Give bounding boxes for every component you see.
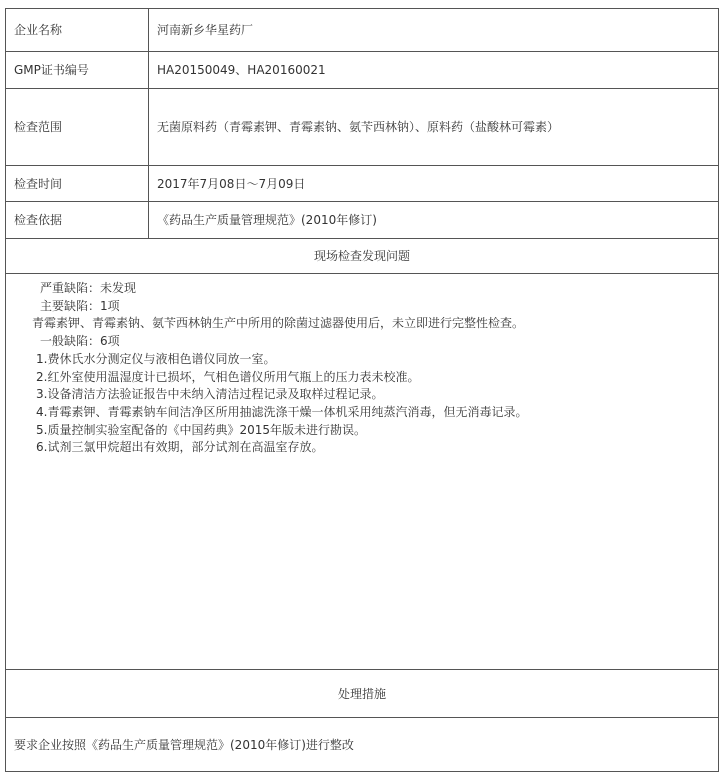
company-name-label: 企业名称 bbox=[6, 9, 149, 52]
inspection-scope-label: 检查范围 bbox=[6, 89, 149, 166]
finding-critical: 严重缺陷：未发现 bbox=[40, 281, 137, 295]
inspection-report-table bbox=[5, 8, 719, 772]
inspection-time-value: 2017年7月08日～7月09日 bbox=[149, 166, 719, 202]
gmp-certificate-value: HA20150049、HA20160021 bbox=[149, 52, 719, 89]
finding-general-item-3: 3.设备清洁方法验证报告中未纳入清洁过程记录及取样过程记录。 bbox=[36, 387, 384, 402]
company-name-value: 河南新乡华星药厂 bbox=[149, 9, 719, 52]
finding-major-detail: 青霉素钾、青霉素钠、氨苄西林钠生产中所用的除菌过滤器使用后，未立即进行完整性检查。 bbox=[32, 316, 525, 331]
inspection-basis-value: 《药品生产质量管理规范》(2010年修订) bbox=[149, 202, 719, 239]
inspection-scope-value: 无菌原料药（青霉素钾、青霉素钠、氨苄西林钠）、原料药（盐酸林可霉素） bbox=[149, 89, 719, 166]
row-inspection-time bbox=[6, 166, 719, 202]
row-measures-header bbox=[6, 670, 719, 718]
measures-text: 要求企业按照《药品生产质量管理规范》(2010年修订)进行整改 bbox=[6, 718, 719, 772]
findings-header: 现场检查发现问题 bbox=[6, 239, 719, 274]
inspection-report-sheet bbox=[5, 8, 719, 772]
finding-general-item-4: 4.青霉素钾、青霉素钠车间洁净区所用抽滤洗涤干燥一体机采用纯蒸汽消毒，但无消毒记录。 bbox=[36, 404, 528, 419]
row-inspection-basis bbox=[6, 202, 719, 239]
finding-major: 主要缺陷：1项 bbox=[40, 298, 120, 313]
finding-general-item-5: 5.质量控制实验室配备的《中国药典》2015年版未进行勘误。 bbox=[36, 422, 366, 437]
finding-general-item-1: 1.费休氏水分测定仪与液相色谱仪同放一室。 bbox=[36, 351, 276, 366]
row-gmp-certificate bbox=[6, 52, 719, 89]
row-company-name bbox=[6, 9, 719, 52]
finding-general-item-6: 6.试剂三氯甲烷超出有效期，部分试剂在高温室存放。 bbox=[36, 440, 324, 455]
row-measures-body bbox=[6, 718, 719, 772]
inspection-time-label: 检查时间 bbox=[6, 166, 149, 202]
findings-list bbox=[6, 274, 719, 670]
gmp-certificate-label: GMP证书编号 bbox=[6, 52, 149, 89]
row-inspection-scope bbox=[6, 89, 719, 166]
row-findings-header bbox=[6, 239, 719, 274]
finding-general: 一般缺陷：6项 bbox=[40, 334, 120, 349]
finding-general-item-2: 2.红外室使用温湿度计已损坏，气相色谱仪所用气瓶上的压力表未校准。 bbox=[36, 369, 420, 384]
inspection-basis-label: 检查依据 bbox=[6, 202, 149, 239]
measures-header: 处理措施 bbox=[6, 670, 719, 718]
row-findings-body bbox=[6, 274, 719, 670]
